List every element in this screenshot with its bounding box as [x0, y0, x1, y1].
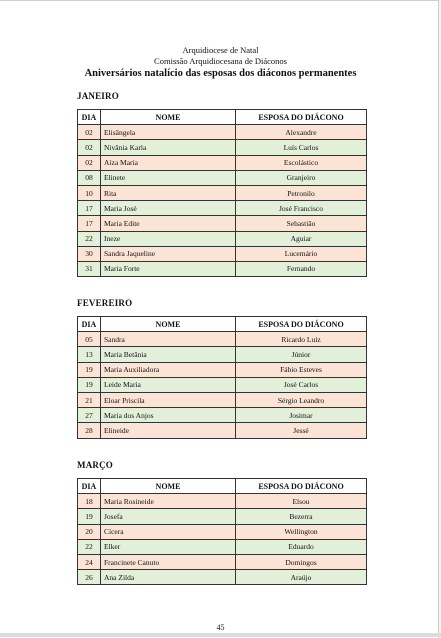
table-row — [78, 201, 367, 216]
day-cell: 30 — [78, 246, 101, 261]
name-cell: Cícera — [101, 524, 236, 539]
name-cell: Leide Maria — [101, 377, 236, 392]
day-cell: 21 — [78, 392, 101, 407]
document-title: Aniversários natalício das esposas dos diáconos permanentes — [84, 68, 357, 79]
husband-cell: Araújo — [236, 570, 367, 585]
husband-cell: Granjeiro — [236, 170, 367, 185]
page-bottom-edge — [0, 633, 441, 637]
name-cell: Maria dos Anjos — [101, 408, 236, 423]
table-row — [78, 261, 367, 276]
page-number: 45 — [216, 623, 225, 632]
table-header-row — [78, 317, 367, 332]
husband-cell: Alexandre — [236, 125, 367, 140]
husband-cell: Aguiar — [236, 231, 367, 246]
day-cell: 27 — [78, 408, 101, 423]
column-header-nome: NOME — [101, 479, 236, 494]
column-header-nome: NOME — [101, 110, 236, 125]
table-row — [78, 408, 367, 423]
name-cell: Maria Forte — [101, 261, 236, 276]
table-row — [78, 246, 367, 261]
day-cell: 05 — [78, 332, 101, 347]
name-cell: Elineide — [101, 423, 236, 438]
husband-cell: Sérgio Leandro — [236, 392, 367, 407]
day-cell: 08 — [78, 170, 101, 185]
column-header-esposa: ESPOSA DO DIÁCONO — [236, 317, 367, 332]
table-row — [78, 347, 367, 362]
name-cell: Maria José — [101, 201, 236, 216]
husband-cell: Escolástico — [236, 155, 367, 170]
table-row — [78, 392, 367, 407]
table-row — [78, 185, 367, 200]
husband-cell: Domingos — [236, 554, 367, 569]
day-cell: 19 — [78, 509, 101, 524]
day-cell: 02 — [78, 140, 101, 155]
husband-cell: Sebastião — [236, 216, 367, 231]
name-cell: Elinete — [101, 170, 236, 185]
table-row — [78, 539, 367, 554]
name-cell: Francinete Canuto — [101, 554, 236, 569]
husband-cell: Fábio Esteves — [236, 362, 367, 377]
table-row — [78, 509, 367, 524]
husband-cell: Bezerra — [236, 509, 367, 524]
name-cell: Sandra — [101, 332, 236, 347]
name-cell: Rita — [101, 185, 236, 200]
day-cell: 17 — [78, 201, 101, 216]
name-cell: Maria Rosineide — [101, 494, 236, 509]
column-header-esposa: ESPOSA DO DIÁCONO — [236, 110, 367, 125]
husband-cell: Lucemário — [236, 246, 367, 261]
day-cell: 28 — [78, 423, 101, 438]
column-header-dia: DIA — [78, 110, 101, 125]
day-cell: 18 — [78, 494, 101, 509]
birthday-table — [77, 478, 367, 585]
day-cell: 19 — [78, 377, 101, 392]
husband-cell: José Carlos — [236, 377, 367, 392]
column-header-nome: NOME — [101, 317, 236, 332]
day-cell: 22 — [78, 231, 101, 246]
husband-cell: Eduardo — [236, 539, 367, 554]
day-cell: 02 — [78, 125, 101, 140]
table-row — [78, 570, 367, 585]
name-cell: Maria Betânia — [101, 347, 236, 362]
name-cell: Eloar Priscila — [101, 392, 236, 407]
husband-cell: José Francisco — [236, 201, 367, 216]
day-cell: 10 — [78, 185, 101, 200]
column-header-dia: DIA — [78, 479, 101, 494]
table-row — [78, 332, 367, 347]
name-cell: Maria Edite — [101, 216, 236, 231]
husband-cell: Ricardo Luiz — [236, 332, 367, 347]
husband-cell: Fernando — [236, 261, 367, 276]
table-row — [78, 524, 367, 539]
table-row — [78, 231, 367, 246]
header-commission: Comissão Arquidiocesana de Diáconos — [154, 56, 287, 66]
table-row — [78, 494, 367, 509]
name-cell: Maria Auxiliadora — [101, 362, 236, 377]
month-heading: JANEIRO — [77, 91, 119, 101]
name-cell: Ana Zilda — [101, 570, 236, 585]
column-header-dia: DIA — [78, 317, 101, 332]
name-cell: Nivânia Karla — [101, 140, 236, 155]
day-cell: 22 — [78, 539, 101, 554]
name-cell: Sandra Jaqueline — [101, 246, 236, 261]
table-header-row — [78, 479, 367, 494]
name-cell: Ineze — [101, 231, 236, 246]
husband-cell: Petronilo — [236, 185, 367, 200]
table-row — [78, 554, 367, 569]
husband-cell: Josimar — [236, 408, 367, 423]
name-cell: Aíza Maria — [101, 155, 236, 170]
header-diocese: Arquidiocese de Natal — [182, 45, 259, 55]
table-row — [78, 216, 367, 231]
day-cell: 19 — [78, 362, 101, 377]
table-row — [78, 125, 367, 140]
name-cell: Elisângela — [101, 125, 236, 140]
day-cell: 17 — [78, 216, 101, 231]
husband-cell: Wellington — [236, 524, 367, 539]
table-row — [78, 140, 367, 155]
day-cell: 20 — [78, 524, 101, 539]
husband-cell: Elsou — [236, 494, 367, 509]
day-cell: 24 — [78, 554, 101, 569]
name-cell: Elker — [101, 539, 236, 554]
name-cell: Josefa — [101, 509, 236, 524]
birthday-table — [77, 109, 367, 277]
table-row — [78, 362, 367, 377]
table-header-row — [78, 110, 367, 125]
month-heading: MARÇO — [77, 460, 113, 470]
day-cell: 13 — [78, 347, 101, 362]
table-row — [78, 377, 367, 392]
table-row — [78, 170, 367, 185]
husband-cell: Júnior — [236, 347, 367, 362]
month-heading: FEVEREIRO — [77, 298, 133, 308]
day-cell: 26 — [78, 570, 101, 585]
husband-cell: Jessé — [236, 423, 367, 438]
day-cell: 02 — [78, 155, 101, 170]
birthday-table — [77, 316, 367, 439]
table-row — [78, 423, 367, 438]
husband-cell: Luís Carlos — [236, 140, 367, 155]
column-header-esposa: ESPOSA DO DIÁCONO — [236, 479, 367, 494]
day-cell: 31 — [78, 261, 101, 276]
table-row — [78, 155, 367, 170]
